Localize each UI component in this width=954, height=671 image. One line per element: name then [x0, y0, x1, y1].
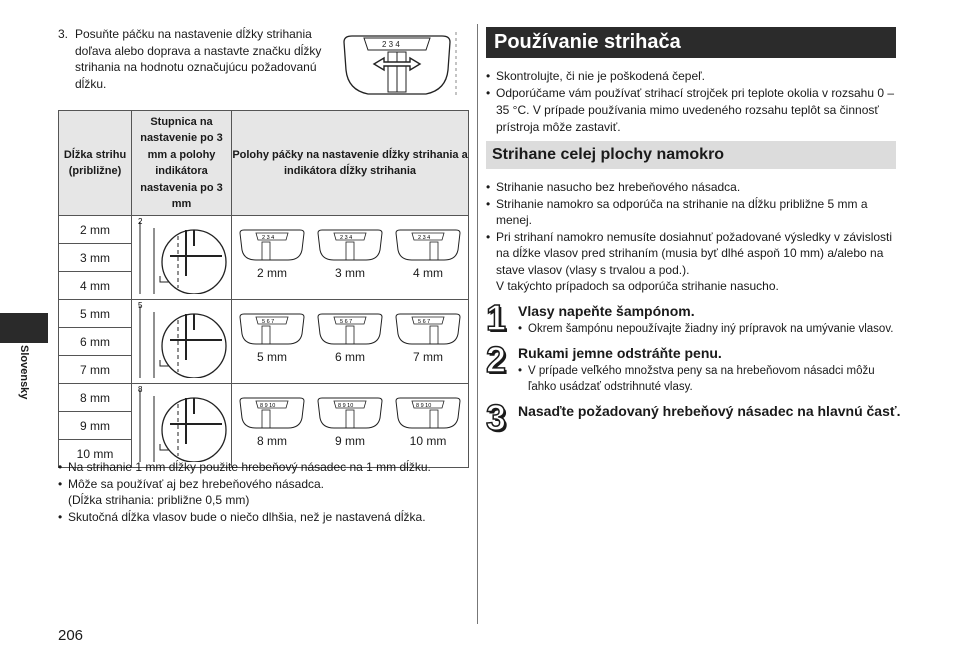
step-number: 1 [486, 297, 507, 338]
length-cell: 2 mm [59, 216, 132, 244]
lever-position [312, 384, 388, 448]
scale-illustration [132, 216, 232, 300]
lever-position [234, 216, 310, 280]
step-title: Rukami jemne odstráňte penu. [518, 345, 722, 361]
length-cell: 10 mm [59, 440, 132, 468]
trimmer-head-icon [236, 396, 308, 430]
page-number: 206 [58, 627, 84, 644]
lever-position [312, 300, 388, 364]
scale-illustration [132, 300, 232, 384]
length-cell: 3 mm [59, 244, 132, 272]
position-label: 7 mm [413, 350, 443, 364]
step-number: 3 [486, 397, 507, 438]
trimmer-head-icon [236, 228, 308, 262]
lever-position [312, 216, 388, 280]
cutting-length-table [58, 110, 469, 468]
svg-text:8 9 10: 8 9 10 [416, 403, 432, 409]
trimmer-head-icon [392, 228, 464, 262]
step-text: Posuňte páčku na nastavenie dĺžky strihania doľava alebo doprava a nastavte značku dĺžky strihania na hodnotu označujúcu požadovanú dĺžku. [75, 27, 322, 91]
intro-notes [486, 68, 896, 136]
col-header-length: Dĺžka strihu (približne) [59, 111, 132, 216]
position-label: 3 mm [335, 266, 365, 280]
note-item: • Strihanie nasucho bez hrebeňového násadca. [486, 179, 896, 196]
lever-position [390, 300, 466, 364]
language-tab-marker [0, 313, 48, 343]
position-label: 6 mm [335, 350, 365, 364]
step-title: Nasaďte požadovaný hrebeňový násadec na hlavnú časť. [518, 403, 901, 419]
step-2 [486, 339, 901, 395]
svg-text:2 3 4: 2 3 4 [382, 40, 400, 49]
length-cell: 6 mm [59, 328, 132, 356]
scale-illustration [132, 384, 232, 468]
svg-text:2 3 4: 2 3 4 [340, 235, 353, 241]
trimmer-head-icon [392, 312, 464, 346]
col-header-scale: Stupnica na nastavenie po 3 mm a polohy indikátora nastavenia po 3 mm [132, 111, 232, 216]
svg-text:8 9 10: 8 9 10 [260, 403, 276, 409]
note-item: • Odporúčame vám používať strihací strojček pri teplote okolia v rozsahu 0 – 35 °C. V prípade používania mimo uvedeného rozsahu teplôt sa činnosť prístroja môže zastaviť. [486, 85, 896, 136]
length-cell: 8 mm [59, 384, 132, 412]
trimmer-head-icon [236, 312, 308, 346]
lever-position [390, 384, 466, 448]
language-label: Slovensky [18, 345, 30, 400]
svg-text:2 3 4: 2 3 4 [418, 235, 431, 241]
note-continuation: (Dĺžka strihania: približne 0,5 mm) [68, 493, 250, 507]
lever-positions-group-2 [232, 300, 469, 384]
note-item: • Pri strihaní namokro nemusíte dosiahnuť požadované výsledky v závislosti na dĺžke vlasov pred strihaním (musia byť dlhé aspoň 10 mm) a/alebo na stave vlasov (vlasy s trvalou a pod.). [486, 229, 896, 279]
svg-text:5 6 7: 5 6 7 [340, 319, 353, 325]
length-cell: 7 mm [59, 356, 132, 384]
lever-position [234, 384, 310, 448]
position-label: 8 mm [257, 434, 287, 448]
trimmer-lever-illustration [330, 30, 464, 100]
svg-text:5 6 7: 5 6 7 [418, 319, 431, 325]
wet-cutting-notes [486, 179, 896, 295]
step-1 [486, 297, 901, 338]
length-cell: 5 mm [59, 300, 132, 328]
trimmer-head-icon [314, 228, 386, 262]
lever-positions-group-1 [232, 216, 469, 300]
svg-text:8 9 10: 8 9 10 [338, 403, 354, 409]
step-title: Vlasy napeňte šampónom. [518, 303, 695, 319]
length-cell: 4 mm [59, 272, 132, 300]
subsection-heading: Strihane celej plochy namokro [486, 141, 896, 169]
step-number: 3. [58, 27, 69, 41]
svg-text:2 3 4: 2 3 4 [262, 235, 275, 241]
note-item: • Skontrolujte, či nie je poškodená čepeľ. [486, 68, 896, 85]
col-header-positions: Polohy páčky na nastavenie dĺžky strihania a indikátora dĺžky strihania [232, 111, 469, 216]
step-subnote: • V prípade veľkého množstva peny sa na hrebeňovom násadci môžu ľahko usádzať odstrihnuté vlasy. [518, 363, 901, 395]
step-3-instruction [58, 26, 328, 92]
position-label: 10 mm [409, 434, 447, 448]
trimmer-head-icon [314, 312, 386, 346]
table-notes [58, 459, 468, 525]
svg-text:2: 2 [138, 217, 143, 226]
position-label: 9 mm [335, 434, 365, 448]
step-number: 2 [486, 339, 507, 380]
trimmer-head-icon [314, 396, 386, 430]
svg-text:5 6 7: 5 6 7 [262, 319, 275, 325]
lever-position [234, 300, 310, 364]
step-3 [486, 397, 901, 438]
note-item: • Na strihanie 1 mm dĺžky použite hrebeňový násadec na 1 mm dĺžku. [58, 459, 468, 476]
position-label: 4 mm [413, 266, 443, 280]
note-item: • Môže sa používať aj bez hrebeňového násadca. [58, 476, 468, 493]
trimmer-head-icon [392, 396, 464, 430]
column-divider [477, 24, 478, 624]
section-heading: Používanie strihača [486, 27, 896, 58]
note-item: • Strihanie namokro sa odporúča na strihanie na dĺžku približne 5 mm a menej. [486, 196, 896, 229]
svg-text:5: 5 [138, 301, 143, 310]
length-cell: 9 mm [59, 412, 132, 440]
svg-text:8: 8 [138, 385, 143, 394]
lever-position [390, 216, 466, 280]
position-label: 2 mm [257, 266, 287, 280]
note-item: • Skutočná dĺžka vlasov bude o niečo dlhšia, než je nastavená dĺžka. [58, 509, 468, 526]
step-subnote: • Okrem šampónu nepoužívajte žiadny iný prípravok na umývanie vlasov. [518, 321, 901, 337]
position-label: 5 mm [257, 350, 287, 364]
lever-positions-group-3 [232, 384, 469, 468]
note-continuation: V takýchto prípadoch sa odporúča strihanie nasucho. [496, 279, 779, 293]
